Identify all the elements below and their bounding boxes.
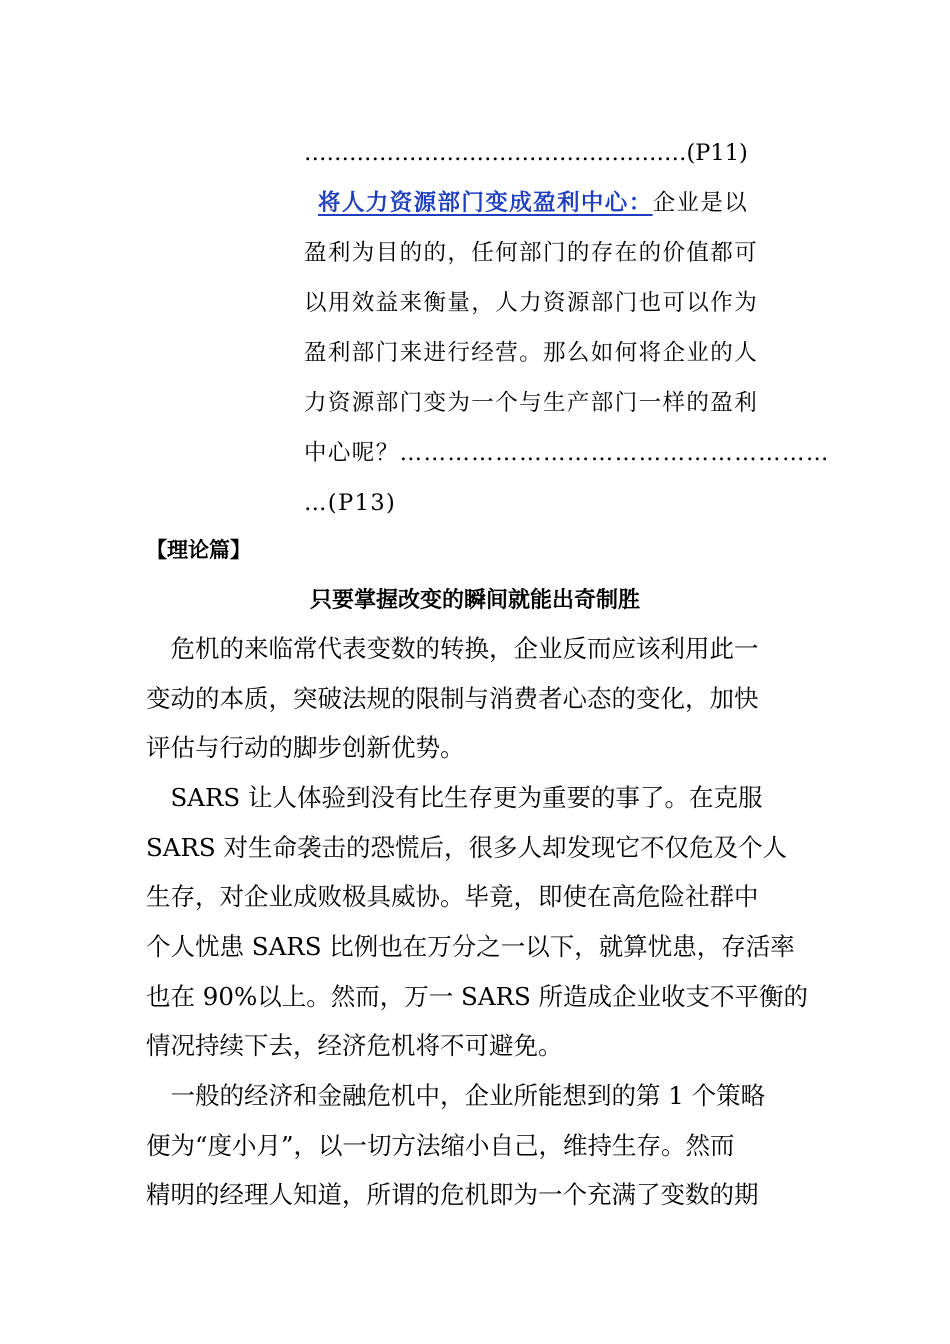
toc-entry-text: 企业是以 [652, 190, 749, 216]
toc-link-hr-profit-center[interactable]: 将人力资源部门变成盈利中心： [318, 190, 653, 216]
paragraph-line: SARS 对生命袭击的恐慌后，很多人却发现它不仅危及个人 [146, 832, 787, 862]
toc-entry-text: 力资源部门变为一个与生产部门一样的盈利 [304, 390, 759, 416]
paragraph-3 [146, 1071, 810, 1220]
toc-entry-text: 中心呢？……………………………………………… [304, 440, 830, 466]
paragraph-line: 情况持续下去，经济危机将不可避免。 [146, 1031, 563, 1061]
toc-leader-line-p11: ……………………………………………(P11) [304, 140, 748, 166]
article-headline: 只要掌握改变的瞬间就能出奇制胜 [309, 587, 640, 613]
paragraph-line: 危机的来临常代表变数的转换，企业反而应该利用此一 [146, 634, 759, 663]
paragraph-1 [146, 624, 810, 773]
paragraph-line: 个人忧患 SARS 比例也在万分之一以下，就算忧患，存活率 [146, 932, 795, 962]
section-tag: 【理论篇】 [146, 537, 251, 562]
toc-entry-first-line [304, 178, 794, 228]
toc-entry-block [304, 178, 830, 528]
paragraph-line: 便为“度小月”，以一切方法缩小自己，维持生存。然而 [146, 1130, 735, 1160]
paragraph-line: 一般的经济和金融危机中，企业所能想到的第 1 个策略 [146, 1081, 766, 1110]
toc-entry-text: 盈利为目的的，任何部门的存在的价值都可 [304, 240, 759, 266]
paragraph-line: 评估与行动的脚步创新优势。 [146, 733, 465, 763]
paragraph-line: SARS 让人体验到没有比生存更为重要的事了。在克服 [146, 783, 763, 812]
toc-entry-text: 以用效益来衡量，人力资源部门也可以作为 [304, 290, 759, 316]
paragraph-2 [146, 773, 810, 1071]
paragraph-line: 也在 90%以上。然而，万一 SARS 所造成企业收支不平衡的 [146, 981, 809, 1011]
paragraph-line: 变动的本质，突破法规的限制与消费者心态的变化，加快 [146, 683, 759, 713]
toc-entry-text: 盈利部门来进行经营。那么如何将企业的人 [304, 340, 759, 366]
paragraph-line: 生存，对企业成败极具威协。毕竟，即使在高危险社群中 [146, 882, 759, 912]
toc-entry-page-ref: …(P13) [304, 490, 397, 516]
paragraph-line: 精明的经理人知道，所谓的危机即为一个充满了变数的期 [146, 1180, 759, 1210]
